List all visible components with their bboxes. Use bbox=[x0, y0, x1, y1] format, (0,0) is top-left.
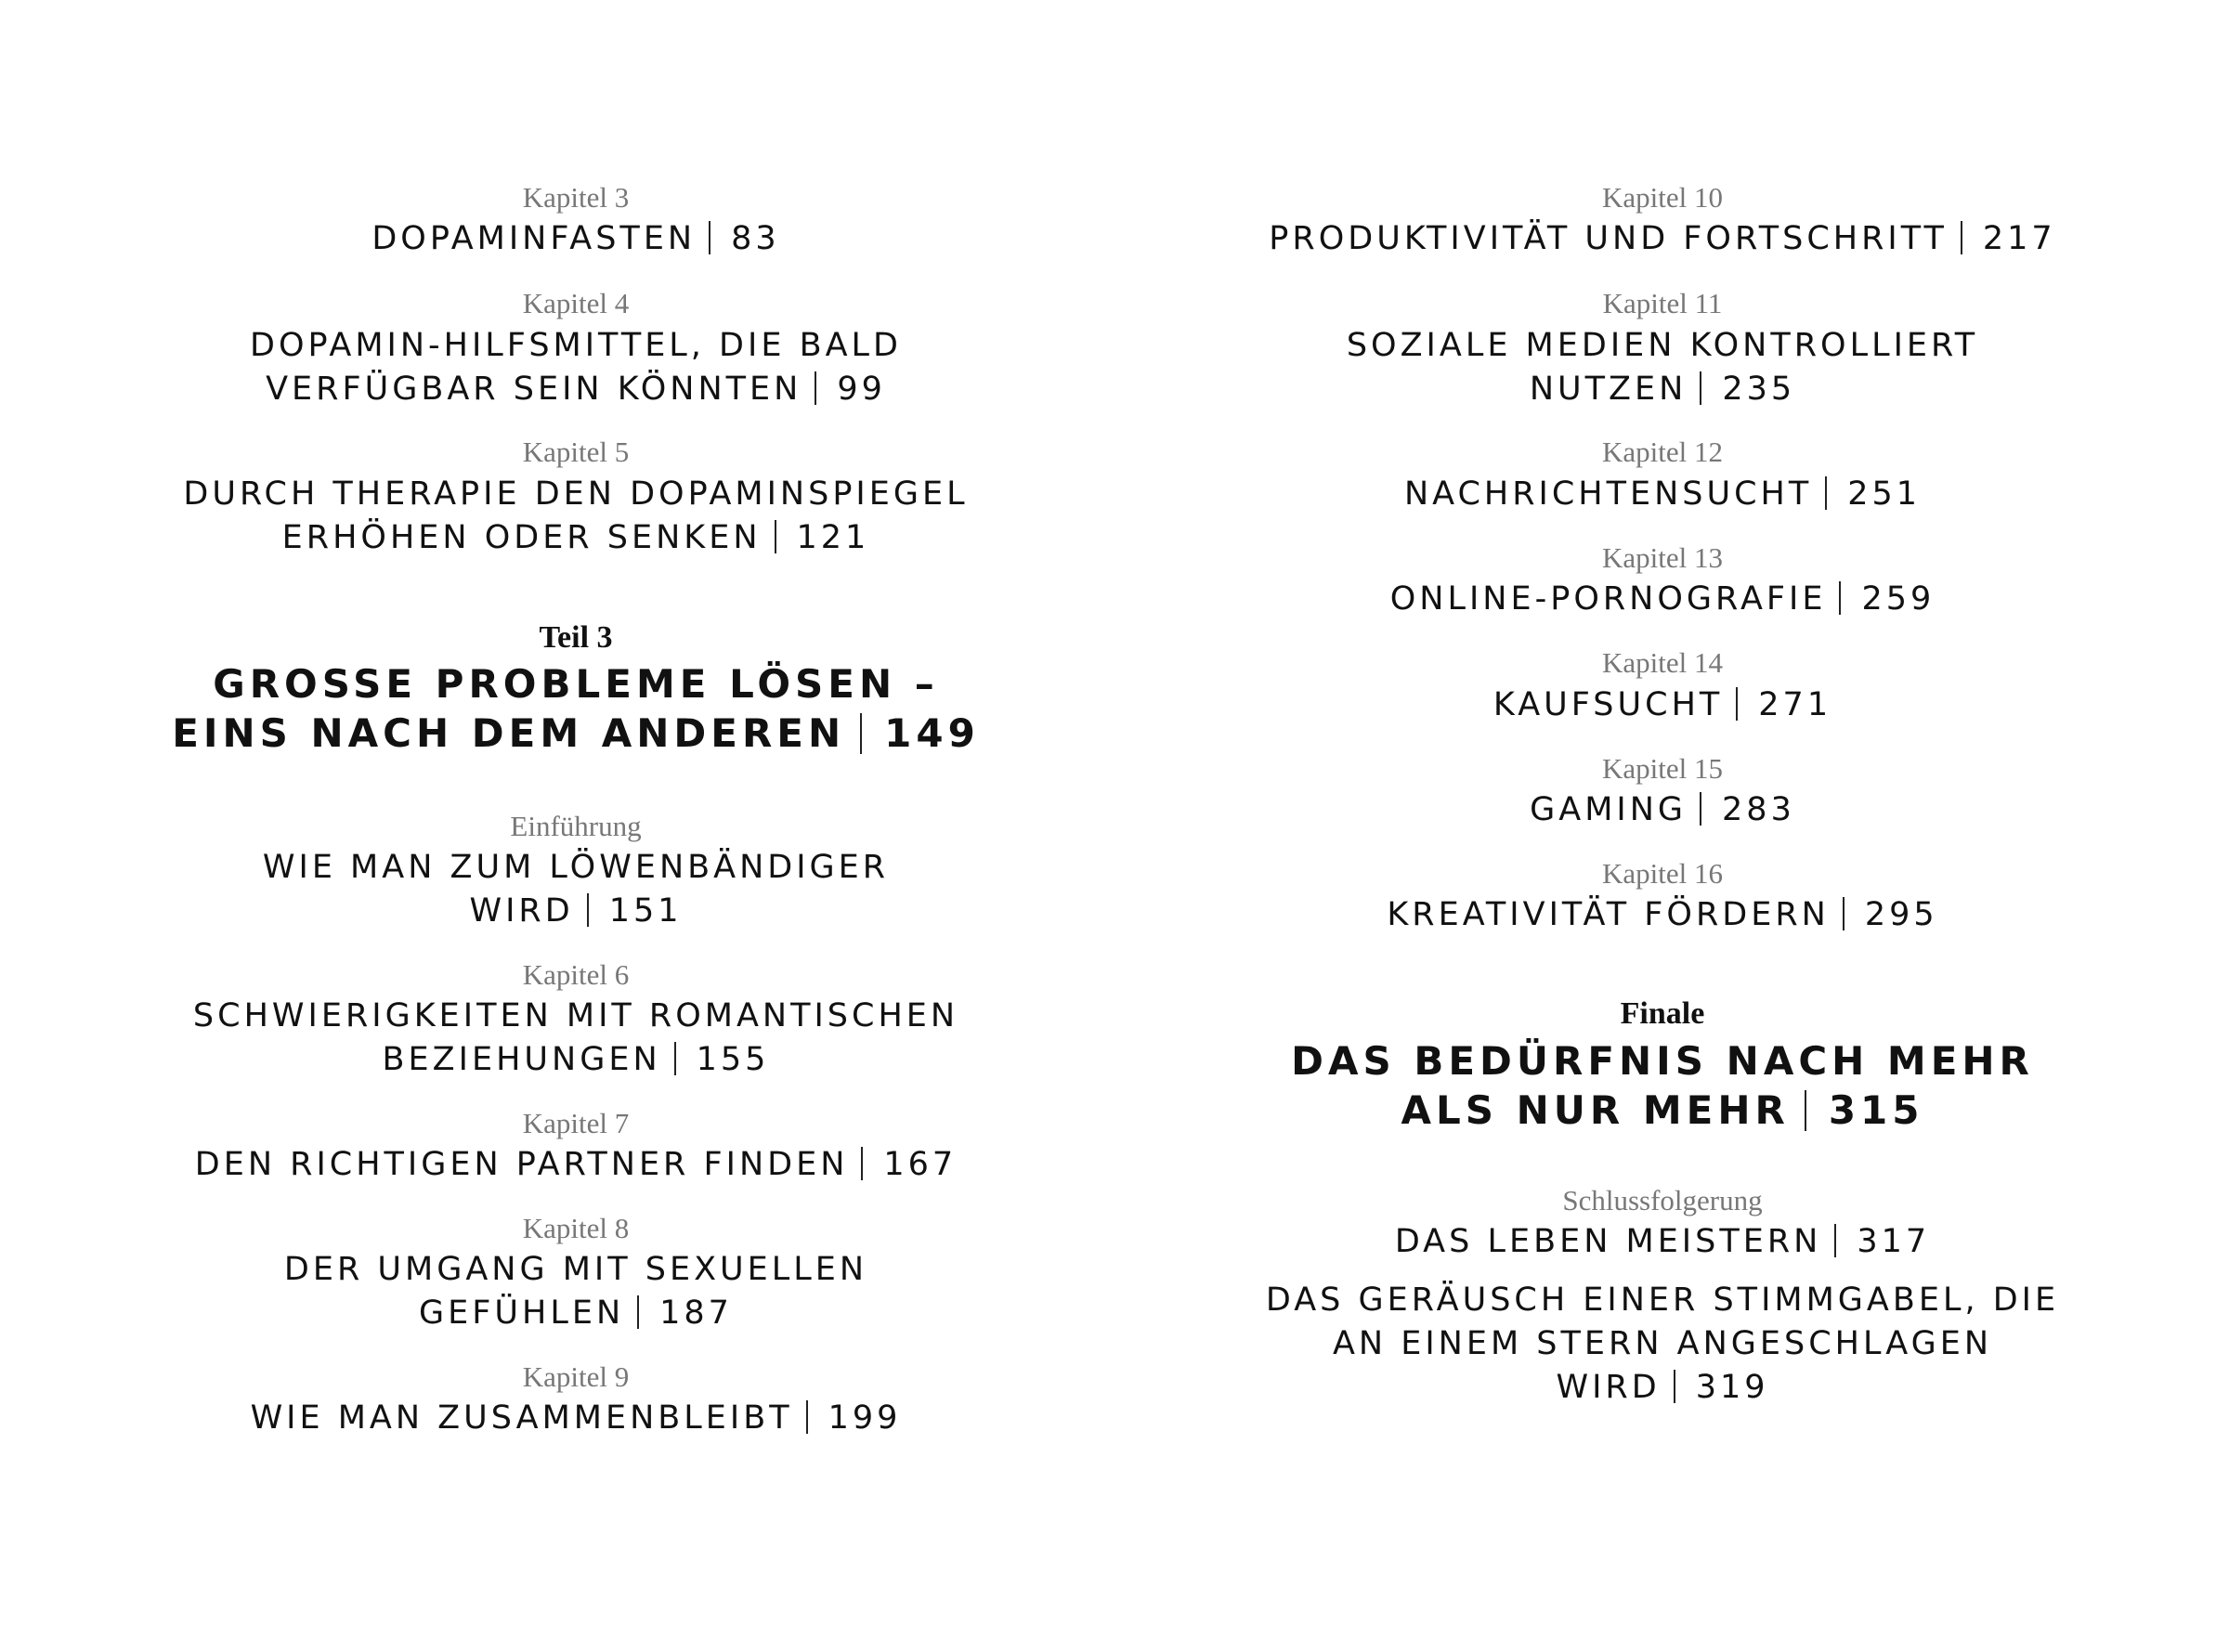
part-title-line: EINS NACH DEM ANDEREN bbox=[172, 710, 846, 756]
chapter-label: Einführung bbox=[510, 810, 642, 842]
chapter-label: Kapitel 11 bbox=[1602, 287, 1723, 319]
chapter-title[interactable] bbox=[1198, 1279, 2127, 1322]
part-label: Teil 3 bbox=[539, 620, 613, 655]
chapter-title-continued[interactable] bbox=[121, 890, 1031, 933]
chapter-title-line: DAS GERÄUSCH EINER STIMMGABEL, DIE bbox=[1265, 1281, 2060, 1319]
chapter-title-line: WIRD bbox=[469, 892, 574, 930]
chapter-title-line: GEFÜHLEN bbox=[419, 1294, 625, 1332]
chapter-title-line: DER UMGANG MIT SEXUELLEN bbox=[283, 1251, 868, 1288]
chapter-title-line: VERFÜGBAR SEIN KÖNNTEN bbox=[266, 371, 802, 408]
chapter-title-line: WIE MAN ZUSAMMENBLEIBT bbox=[250, 1399, 793, 1437]
page-number: 149 bbox=[845, 710, 980, 756]
chapter-title[interactable] bbox=[1198, 893, 2127, 937]
chapter-title-continued[interactable] bbox=[1198, 1366, 2127, 1410]
chapter-title-line: WIRD bbox=[1556, 1369, 1661, 1406]
chapter-title-continued[interactable] bbox=[1198, 1322, 2127, 1366]
chapter-label: Kapitel 12 bbox=[1602, 436, 1723, 468]
page-number: 283 bbox=[1687, 791, 1795, 828]
chapter-label: Kapitel 4 bbox=[522, 287, 630, 319]
chapter-title[interactable] bbox=[121, 1248, 1031, 1292]
chapter-title[interactable] bbox=[1198, 217, 2127, 261]
page-number: 317 bbox=[1821, 1223, 1930, 1260]
chapter-title-line: DOPAMINFASTEN bbox=[372, 220, 697, 257]
page-number: 167 bbox=[848, 1146, 957, 1183]
page-number: 99 bbox=[802, 371, 886, 408]
page-number: 319 bbox=[1661, 1369, 1769, 1406]
chapter-title[interactable] bbox=[121, 217, 1031, 261]
chapter-title-line: KREATIVITÄT FÖRDERN bbox=[1387, 896, 1830, 933]
page-number: 217 bbox=[1948, 220, 2056, 257]
page-number: 295 bbox=[1830, 896, 1938, 933]
chapter-title-continued[interactable] bbox=[121, 516, 1031, 560]
page-number: 121 bbox=[762, 519, 870, 556]
chapter-title[interactable] bbox=[1198, 324, 2127, 368]
part-title[interactable] bbox=[1198, 1036, 2127, 1086]
chapter-label: Kapitel 14 bbox=[1602, 646, 1723, 679]
chapter-title-continued[interactable] bbox=[121, 368, 1031, 411]
chapter-title[interactable] bbox=[121, 1397, 1031, 1440]
chapter-title-line: GAMING bbox=[1530, 791, 1688, 828]
chapter-title[interactable] bbox=[121, 324, 1031, 368]
chapter-title[interactable] bbox=[121, 995, 1031, 1038]
chapter-title-line: PRODUKTIVITÄT UND FORTSCHRITT bbox=[1269, 220, 1948, 257]
chapter-title-line: ONLINE-PORNOGRAFIE bbox=[1389, 580, 1827, 618]
page-number: 259 bbox=[1826, 580, 1935, 618]
page-number: 151 bbox=[574, 892, 683, 930]
chapter-title-continued[interactable] bbox=[121, 1038, 1031, 1082]
chapter-label: Schlussfolgerung bbox=[1562, 1184, 1763, 1216]
part-title-continued[interactable] bbox=[121, 709, 1031, 758]
chapter-label: Kapitel 8 bbox=[522, 1212, 630, 1244]
chapter-title-line: DOPAMIN-HILFSMITTEL, DIE BALD bbox=[250, 327, 902, 364]
page-number: 235 bbox=[1687, 371, 1795, 408]
page-number: 187 bbox=[624, 1294, 733, 1332]
chapter-label: Kapitel 10 bbox=[1602, 181, 1723, 214]
chapter-label: Kapitel 13 bbox=[1602, 541, 1723, 574]
chapter-label: Kapitel 16 bbox=[1602, 857, 1723, 890]
chapter-title-line: DAS LEBEN MEISTERN bbox=[1394, 1223, 1822, 1260]
chapter-title-line: DEN RICHTIGEN PARTNER FINDEN bbox=[194, 1146, 849, 1183]
chapter-title[interactable] bbox=[1198, 683, 2127, 727]
chapter-title[interactable] bbox=[121, 846, 1031, 890]
part-title-continued[interactable] bbox=[1198, 1086, 2127, 1135]
page-number: 315 bbox=[1790, 1087, 1924, 1133]
page-number: 251 bbox=[1812, 475, 1921, 513]
page-number: 83 bbox=[696, 220, 780, 257]
chapter-title-line: BEZIEHUNGEN bbox=[382, 1041, 661, 1078]
chapter-title-continued[interactable] bbox=[1198, 368, 2127, 411]
chapter-title-continued[interactable] bbox=[121, 1292, 1031, 1335]
chapter-label: Kapitel 15 bbox=[1602, 752, 1723, 785]
chapter-title-line: AN EINEM STERN ANGESCHLAGEN bbox=[1332, 1325, 1993, 1362]
chapter-title-line: SCHWIERIGKEITEN MIT ROMANTISCHEN bbox=[192, 997, 959, 1034]
chapter-title[interactable] bbox=[1198, 578, 2127, 621]
page-number: 199 bbox=[793, 1399, 902, 1437]
chapter-title-line: NUTZEN bbox=[1529, 371, 1688, 408]
chapter-title[interactable] bbox=[121, 473, 1031, 516]
chapter-title[interactable] bbox=[1198, 473, 2127, 516]
chapter-title-line: WIE MAN ZUM LÖWENBÄNDIGER bbox=[262, 849, 890, 886]
chapter-label: Kapitel 6 bbox=[522, 958, 630, 991]
chapter-title-line: NACHRICHTENSUCHT bbox=[1403, 475, 1813, 513]
chapter-label: Kapitel 5 bbox=[522, 436, 630, 468]
part-label: Finale bbox=[1620, 996, 1705, 1031]
part-title[interactable] bbox=[121, 659, 1031, 709]
page-number: 271 bbox=[1723, 686, 1831, 723]
chapter-title-line: ERHÖHEN ODER SENKEN bbox=[281, 519, 762, 556]
page-number: 155 bbox=[661, 1041, 770, 1078]
chapter-label: Kapitel 7 bbox=[522, 1107, 630, 1139]
chapter-title[interactable] bbox=[1198, 788, 2127, 832]
chapter-title-line: KAUFSUCHT bbox=[1493, 686, 1724, 723]
part-title-line: DAS BEDÜRFNIS NACH MEHR bbox=[1291, 1038, 2034, 1084]
chapter-label: Kapitel 9 bbox=[522, 1360, 630, 1393]
chapter-title[interactable] bbox=[121, 1143, 1031, 1187]
part-title-line: ALS NUR MEHR bbox=[1401, 1087, 1790, 1133]
part-title-line: GROSSE PROBLEME LÖSEN – bbox=[213, 661, 939, 707]
chapter-label: Kapitel 3 bbox=[522, 181, 630, 214]
chapter-title-line: SOZIALE MEDIEN KONTROLLIERT bbox=[1346, 327, 1979, 364]
chapter-title-line: DURCH THERAPIE DEN DOPAMINSPIEGEL bbox=[183, 475, 969, 513]
chapter-title[interactable] bbox=[1198, 1220, 2127, 1264]
